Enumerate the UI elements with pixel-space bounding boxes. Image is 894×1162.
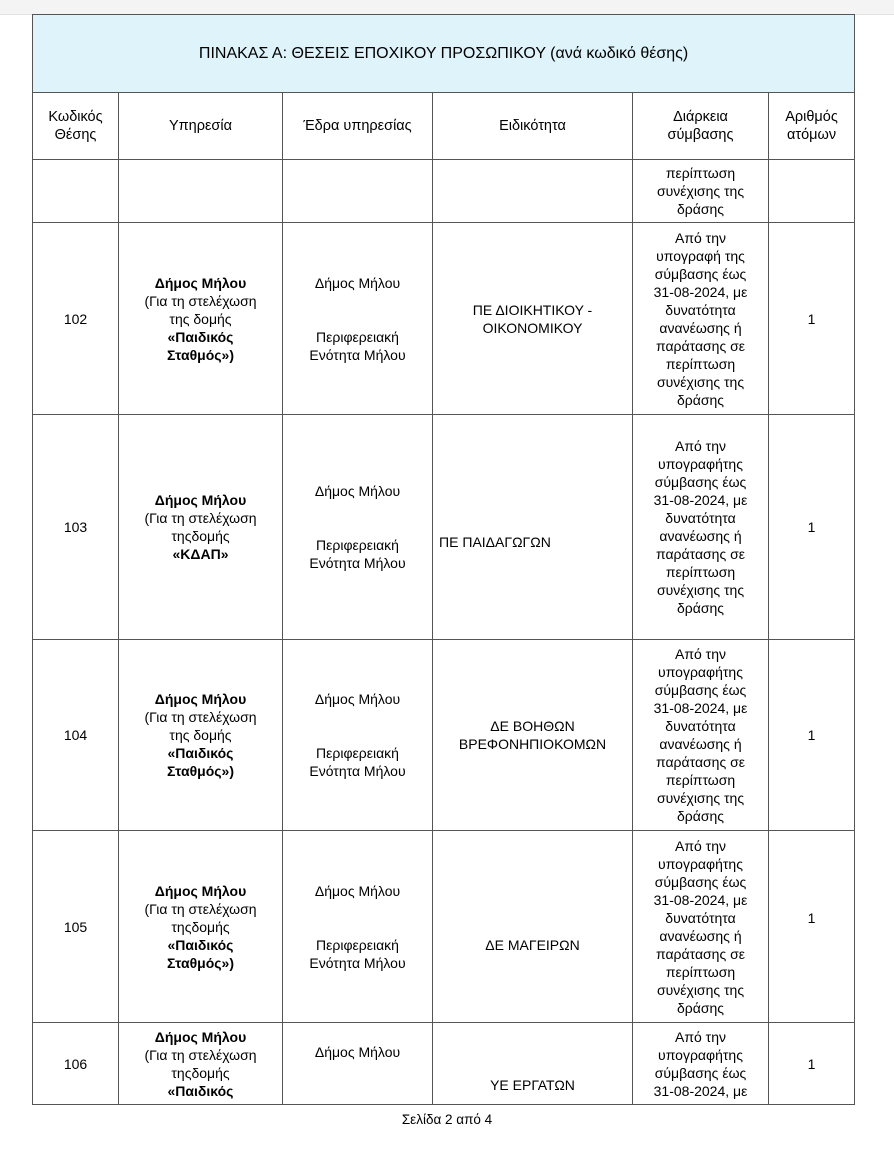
cell-service — [119, 160, 283, 223]
cell-seat — [283, 160, 433, 223]
header-code: Κωδικός Θέσης — [33, 93, 119, 160]
cell-code: 106 — [33, 1023, 119, 1105]
seasonal-staff-table — [32, 14, 855, 1105]
header-duration: Διάρκεια σύμβασης — [633, 93, 769, 160]
cell-specialty: ΠΕ ΠΑΙΔΑΓΩΓΩΝ — [433, 415, 633, 640]
cell-duration: Από την υπογραφήτης σύμβασης έως 31-08-2024, με δυνατότητα ανανέωσης ή παράτασης σε περίπτωση συνέχισης της δράσης — [633, 831, 769, 1023]
cell-service: Δήμος Μήλου (Για τη στελέχωση της δομής «Παιδικός Σταθμός») — [119, 640, 283, 831]
cell-specialty — [433, 160, 633, 223]
cell-seat: Δήμος Μήλου Περιφερειακή Ενότητα Μήλου — [283, 223, 433, 415]
page-top-edge — [0, 0, 894, 15]
cell-specialty: ΔΕ ΒΟΗΘΩΝ ΒΡΕΦΟΝΗΠΙΟΚΟΜΩΝ — [433, 640, 633, 831]
cell-persons: 1 — [769, 831, 855, 1023]
cell-persons — [769, 160, 855, 223]
table-header-row — [33, 93, 855, 160]
cell-persons: 1 — [769, 640, 855, 831]
cell-duration: Από την υπογραφήτης σύμβασης έως 31-08-2024, με δυνατότητα ανανέωσης ή παράτασης σε περίπτωση συνέχισης της δράσης — [633, 640, 769, 831]
cell-persons: 1 — [769, 223, 855, 415]
cell-specialty: ΥΕ ΕΡΓΑΤΩΝ — [433, 1023, 633, 1105]
cell-seat: Δήμος Μήλου Περιφερειακή Ενότητα Μήλου — [283, 415, 433, 640]
cell-duration: Από την υπογραφήτης σύμβασης έως 31-08-2024, με δυνατότητα ανανέωσης ή παράτασης σε περίπτωση συνέχισης της δράσης — [633, 415, 769, 640]
table-row — [33, 1023, 855, 1105]
cell-seat: Δήμος Μήλου Περιφερειακή Ενότητα Μήλου — [283, 831, 433, 1023]
header-service: Υπηρεσία — [119, 93, 283, 160]
cell-specialty: ΠΕ ΔΙΟΙΚΗΤΙΚΟΥ - ΟΙΚΟΝΟΜΙΚΟΥ — [433, 223, 633, 415]
cell-code: 103 — [33, 415, 119, 640]
cell-service: Δήμος Μήλου (Για τη στελέχωση τηςδομής «Παιδικός Σταθμός») — [119, 831, 283, 1023]
cell-seat: Δήμος Μήλου Περιφερειακή Ενότητα Μήλου — [283, 640, 433, 831]
cell-persons: 1 — [769, 415, 855, 640]
cell-code: 102 — [33, 223, 119, 415]
cell-duration: Από την υπογραφήτης σύμβασης έως 31-08-2024, με — [633, 1023, 769, 1105]
cell-duration: Από την υπογραφή της σύμβασης έως 31-08-2024, με δυνατότητα ανανέωσης ή παράτασης σε περίπτωση συνέχισης της δράσης — [633, 223, 769, 415]
table-row — [33, 223, 855, 415]
table-title-row — [33, 15, 855, 93]
cell-persons: 1 — [769, 1023, 855, 1105]
page-number-footer: Σελίδα 2 από 4 — [401, 1112, 493, 1127]
cell-code: 105 — [33, 831, 119, 1023]
cell-service: Δήμος Μήλου (Για τη στελέχωση τηςδομής «ΚΔΑΠ» — [119, 415, 283, 640]
header-specialty: Ειδικότητα — [433, 93, 633, 160]
cell-duration: περίπτωση συνέχισης της δράσης — [633, 160, 769, 223]
table-row — [33, 415, 855, 640]
table-title: ΠΙΝΑΚΑΣ Α: ΘΕΣΕΙΣ ΕΠΟΧΙΚΟΥ ΠΡΟΣΩΠΙΚΟΥ (ανά κωδικό θέσης) — [33, 15, 855, 93]
cell-service: Δήμος Μήλου (Για τη στελέχωση τηςδομής «Παιδικός — [119, 1023, 283, 1105]
header-seat: Έδρα υπηρεσίας — [283, 93, 433, 160]
cell-code: 104 — [33, 640, 119, 831]
table-row-continuation — [33, 160, 855, 223]
cell-specialty: ΔΕ ΜΑΓΕΙΡΩΝ — [433, 831, 633, 1023]
table-row — [33, 831, 855, 1023]
cell-seat: Δήμος Μήλου — [283, 1023, 433, 1105]
table-row — [33, 640, 855, 831]
cell-code — [33, 160, 119, 223]
cell-service: Δήμος Μήλου (Για τη στελέχωση της δομής «Παιδικός Σταθμός») — [119, 223, 283, 415]
header-persons: Αριθμός ατόμων — [769, 93, 855, 160]
